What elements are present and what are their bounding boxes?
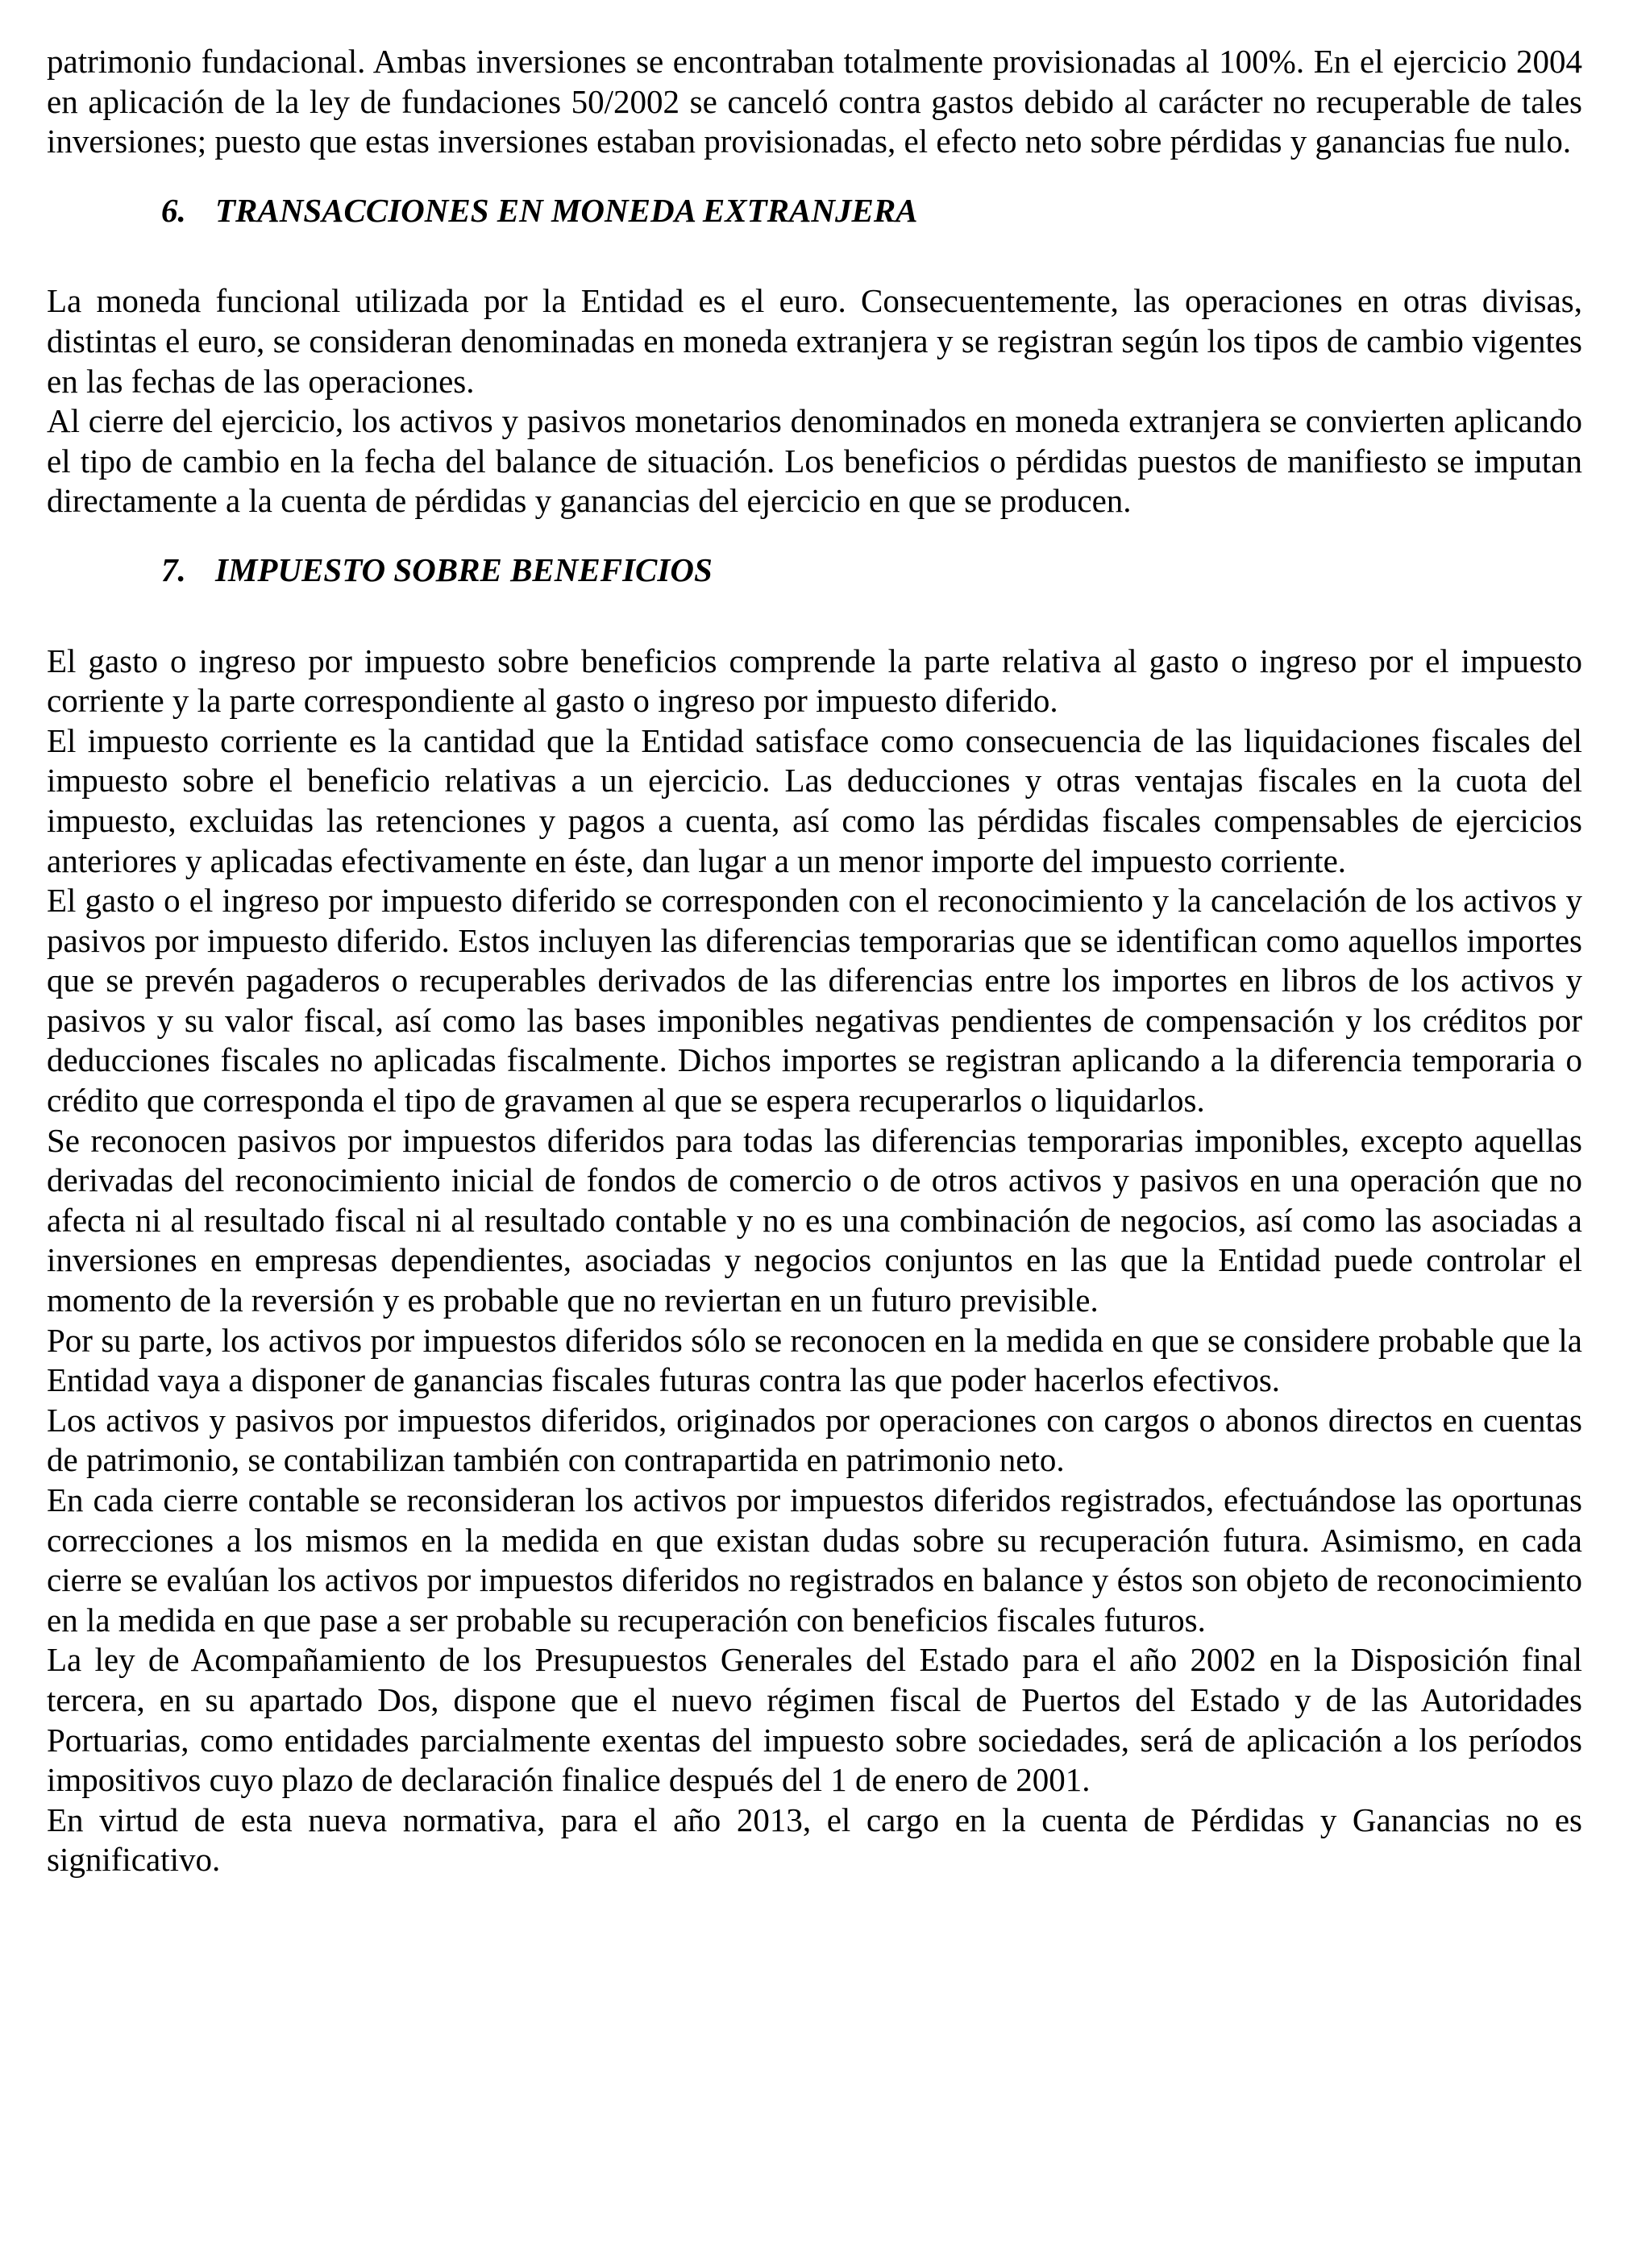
paragraph: En cada cierre contable se reconsideran los activos por impuestos diferidos registrados, efectuándose las oportunas correcciones a los mismos en la medida en que existan dudas sobre su recuperación futura. Asimismo, en cada cierre se evalúan los activos por impuestos diferidos no registrados en balance y éstos son objeto de reconocimiento en la medida en que pase a ser probable su recuperación con beneficios fiscales futuros. xyxy=(47,1481,1582,1639)
section-number: 6. xyxy=(161,191,186,229)
paragraph: Los activos y pasivos por impuestos diferidos, originados por operaciones con cargos o abonos directos en cuentas de patrimonio, se contabilizan también con contrapartida en patrimonio neto. xyxy=(47,1401,1582,1479)
document-page xyxy=(47,42,1582,1880)
paragraph: Se reconocen pasivos por impuestos diferidos para todas las diferencias temporarias imponibles, excepto aquellas derivadas del reconocimiento inicial de fondos de comercio o de otros activos y pasivos en una operación que no afecta ni al resultado fiscal ni al resultado contable y no es una combinación de negocios, así como las asociadas a inversiones en empresas dependientes, asociadas y negocios conjuntos en las que la Entidad puede controlar el momento de la reversión y es probable que no reviertan en un futuro previsible. xyxy=(47,1121,1582,1319)
section-title: IMPUESTO SOBRE BENEFICIOS xyxy=(215,550,713,588)
paragraph: El gasto o ingreso por impuesto sobre beneficios comprende la parte relativa al gasto o ingreso por el impuesto corriente y la parte correspondiente al gasto o ingreso por impuesto diferido. xyxy=(47,642,1582,720)
paragraph: El impuesto corriente es la cantidad que la Entidad satisface como consecuencia de las liquidaciones fiscales del impuesto sobre el beneficio relativas a un ejercicio. Las deducciones y otras ventajas fiscales en la cuota del impuesto, excluidas las retenciones y pagos a cuenta, así como las pérdidas fiscales compensables de ejercicios anteriores y aplicadas efectivamente en éste, dan lugar a un menor importe del impuesto corriente. xyxy=(47,721,1582,879)
paragraph: En virtud de esta nueva normativa, para el año 2013, el cargo en la cuenta de Pérdidas y Ganancias no es significativo. xyxy=(47,1801,1582,1879)
paragraph: La ley de Acompañamiento de los Presupuestos Generales del Estado para el año 2002 en la Disposición final tercera, en su apartado Dos, dispone que el nuevo régimen fiscal de Puertos del Estado y de las Autoridades Portuarias, como entidades parcialmente exentas del impuesto sobre sociedades, será de aplicación a los períodos impositivos cuyo plazo de declaración finalice después del 1 de enero de 2001. xyxy=(47,1641,1582,1799)
section-heading-income-tax xyxy=(47,550,1582,591)
section-number: 7. xyxy=(161,550,186,588)
intro-paragraph: patrimonio fundacional. Ambas inversiones se encontraban totalmente provisionadas al 100%. En el ejercicio 2004 en aplicación de la ley de fundaciones 50/2002 se canceló contra gastos debido al carácter no recuperable de tales inversiones; puesto que estas inversiones estaban provisionadas, el efecto neto sobre pérdidas y ganancias fue nulo. xyxy=(47,43,1582,160)
paragraph: Por su parte, los activos por impuestos diferidos sólo se reconocen en la medida en que se considere probable que la Entidad vaya a disponer de ganancias fiscales futuras contra las que poder hacerlos efectivos. xyxy=(47,1321,1582,1399)
paragraph: La moneda funcional utilizada por la Entidad es el euro. Consecuentemente, las operaciones en otras divisas, distintas el euro, se consideran denominadas en moneda extranjera y se registran según los tipos de cambio vigentes en las fechas de las operaciones. xyxy=(47,282,1582,400)
section-title: TRANSACCIONES EN MONEDA EXTRANJERA xyxy=(215,191,918,229)
paragraph: Al cierre del ejercicio, los activos y pasivos monetarios denominados en moneda extranjera se convierten aplicando el tipo de cambio en la fecha del balance de situación. Los beneficios o pérdidas puestos de manifiesto se imputan directamente a la cuenta de pérdidas y ganancias del ejercicio en que se producen. xyxy=(47,402,1582,520)
section-heading-currency xyxy=(47,191,1582,231)
paragraph: El gasto o el ingreso por impuesto diferido se corresponden con el reconocimiento y la cancelación de los activos y pasivos por impuesto diferido. Estos incluyen las diferencias temporarias que se identifican como aquellos importes que se prevén pagaderos o recuperables derivados de las diferencias entre los importes en libros de los activos y pasivos y su valor fiscal, así como las bases imponibles negativas pendientes de compensación y los créditos por deducciones fiscales no aplicadas fiscalmente. Dichos importes se registran aplicando a la diferencia temporaria o crédito que corresponda el tipo de gravamen al que se espera recuperarlos o liquidarlos. xyxy=(47,882,1582,1119)
